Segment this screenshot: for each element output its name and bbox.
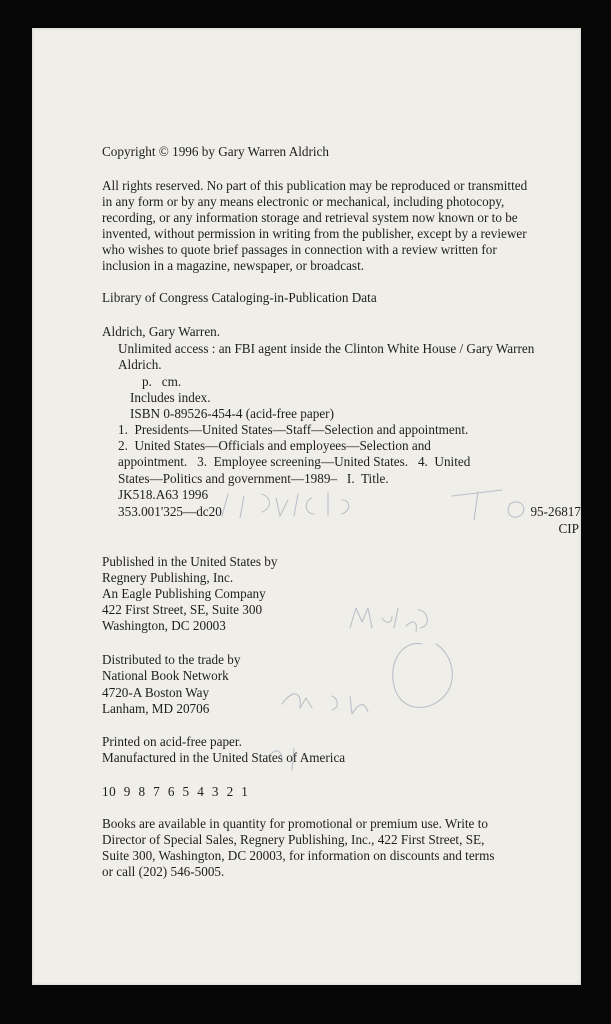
sales-line: Director of Special Sales, Regnery Publishing, Inc., 422 First Street, SE, <box>102 832 485 847</box>
cip-pages: p. cm. <box>142 374 182 389</box>
printing-line: 10 9 8 7 6 5 4 3 2 1 <box>102 784 249 799</box>
rights-line: in any form or by any means electronic or mechanical, including photocopy, <box>102 194 505 209</box>
publisher-line: An Eagle Publishing Company <box>102 586 266 601</box>
sales-line: Books are available in quantity for promotional or premium use. Write to <box>102 816 488 831</box>
copyright-line: Copyright © 1996 by Gary Warren Aldrich <box>102 144 329 159</box>
distributor-line: 4720-A Boston Way <box>102 685 210 700</box>
cip-subject-line: appointment. 3. Employee screening—United States. 4. United <box>118 454 471 469</box>
publisher-line: Washington, DC 20003 <box>102 618 226 633</box>
rights-line: recording, or any information storage and retrieval system now known or to be <box>102 210 518 225</box>
publisher-line: Regnery Publishing, Inc. <box>102 570 234 585</box>
rights-line: invented, without permission in writing from the publisher, except by a reviewer <box>102 226 527 241</box>
rights-line: who wishes to quote brief passages in connection with a review written for <box>102 242 497 257</box>
sales-line: or call (202) 546-5005. <box>102 864 225 879</box>
rights-line: All rights reserved. No part of this publication may be reproduced or transmitted <box>102 178 528 193</box>
cip-title-line: Aldrich. <box>118 357 162 372</box>
cip-label: CIP <box>558 521 579 536</box>
copyright-page <box>32 28 581 985</box>
printed-line: Printed on acid-free paper. <box>102 734 242 749</box>
cip-subject-line: States—Politics and government—1989– I. Title. <box>118 471 389 486</box>
sales-line: Suite 300, Washington, DC 20003, for information on discounts and terms <box>102 848 495 863</box>
cip-dewey: 353.001'325—dc20 <box>118 504 222 519</box>
cip-title-line: Unlimited access : an FBI agent inside the Clinton White House / Gary Warren <box>118 341 535 356</box>
rights-line: inclusion in a magazine, newspaper, or broadcast. <box>102 258 365 273</box>
cip-lccn: 95-26817 <box>530 504 581 519</box>
cip-subject-line: 1. Presidents—United States—Staff—Selection and appointment. <box>118 422 469 437</box>
cip-author: Aldrich, Gary Warren. <box>102 324 221 339</box>
distributor-line: National Book Network <box>102 668 229 683</box>
publisher-line: Published in the United States by <box>102 554 278 569</box>
distributor-line: Distributed to the trade by <box>102 652 241 667</box>
cip-subject-line: 2. United States—Officials and employees—Selection and <box>118 438 431 453</box>
cip-call-number: JK518.A63 1996 <box>118 487 209 502</box>
printed-line: Manufactured in the United States of America <box>102 750 346 765</box>
distributor-line: Lanham, MD 20706 <box>102 701 210 716</box>
cip-isbn: ISBN 0-89526-454-4 (acid-free paper) <box>130 406 334 421</box>
publisher-line: 422 First Street, SE, Suite 300 <box>102 602 263 617</box>
cip-heading: Library of Congress Cataloging-in-Publication Data <box>102 290 377 305</box>
cip-index: Includes index. <box>130 390 211 405</box>
